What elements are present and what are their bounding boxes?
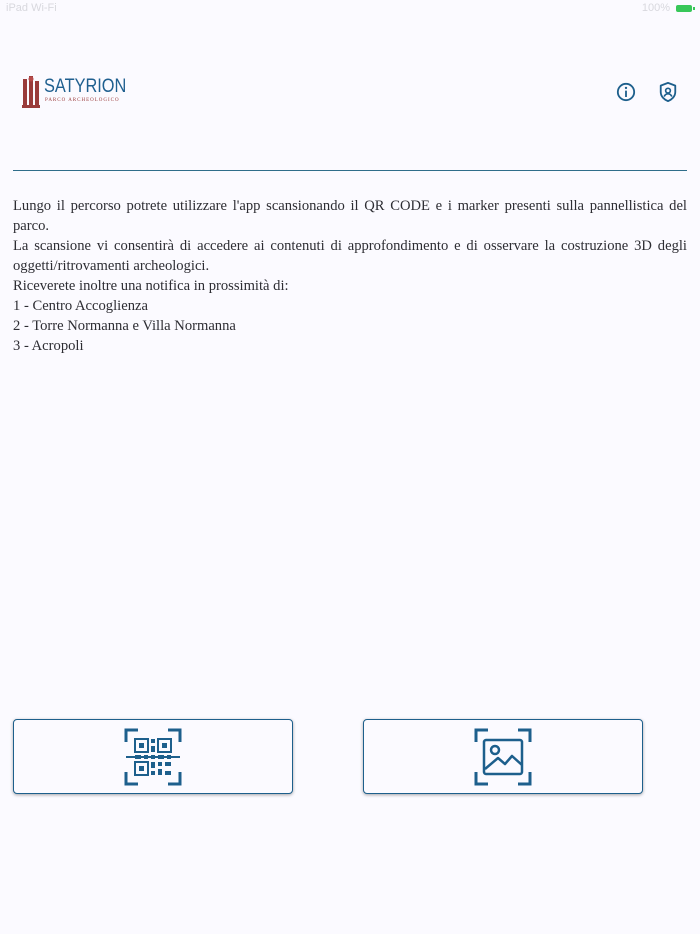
image-scan-icon	[474, 728, 532, 786]
intro-text	[13, 196, 687, 356]
status-device: iPad Wi-Fi	[6, 2, 57, 14]
qr-scan-icon	[124, 728, 182, 786]
info-icon[interactable]	[616, 81, 636, 103]
location-item: 3 - Acropoli	[13, 338, 84, 354]
satyrion-logo-icon	[22, 76, 40, 108]
header-divider	[13, 170, 687, 171]
intro-paragraph: La scansione vi consentirà di accedere ai contenuti di approfondimento e di osservare la costruzione 3D degli oggetti/ritrovamenti archeologici.	[13, 238, 687, 274]
battery-icon	[676, 5, 692, 12]
brand-logo	[22, 76, 140, 108]
scan-qr-button[interactable]	[13, 719, 293, 794]
brand-subtitle: PARCO ARCHEOLOGICO	[45, 98, 120, 103]
location-item: 1 - Centro Accoglienza	[13, 298, 148, 314]
intro-paragraph: Lungo il percorso potrete utilizzare l'app scansionando il QR CODE e i marker presenti sulla pannellistica del parco.	[13, 198, 687, 234]
scan-image-button[interactable]	[363, 719, 643, 794]
header	[22, 76, 678, 112]
header-actions	[616, 81, 678, 103]
battery-percent: 100%	[641, 2, 670, 14]
location-item: 2 - Torre Normanna e Villa Normanna	[13, 318, 236, 334]
brand-name: SATYRION	[44, 76, 127, 97]
status-right	[642, 2, 692, 14]
shield-user-icon[interactable]	[658, 81, 678, 103]
status-bar	[0, 0, 700, 18]
notification-heading: Riceverete inoltre una notifica in prossimità di:	[13, 278, 289, 294]
